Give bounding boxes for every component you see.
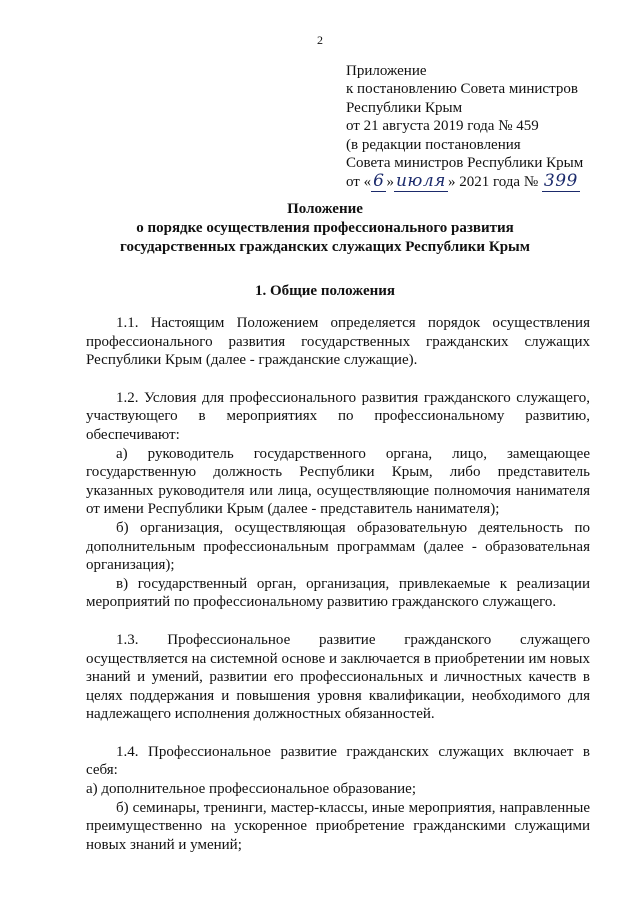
date-mid: » — [386, 174, 394, 191]
title-line: государственных гражданских служащих Республики Крым — [120, 239, 530, 255]
paragraph-1-2: 1.2. Условия для профессионального развития гражданского служащего, участвующего в мероприятиях по профессиональному развитию, обеспечивают: — [86, 389, 590, 443]
appendix-date-line — [346, 172, 616, 191]
appendix-line: от 21 августа 2019 года № 459 — [346, 118, 539, 135]
handwritten-number: 399 — [543, 171, 578, 192]
paragraph-1-2-b: б) организация, осуществляющая образовательную деятельность по дополнительным профессиональным программам (далее - образовательная организация); — [86, 519, 590, 574]
appendix-line: Приложение — [346, 63, 427, 79]
title-line: о порядке осуществления профессионального развития — [136, 220, 514, 236]
appendix-line: Республики Крым — [346, 99, 463, 116]
paragraph-1-4-b: б) семинары, тренинги, мастер-классы, иные мероприятия, направленные преимущественно на ускоренное приобретение гражданскими служащими новых знаний и умений; — [86, 799, 590, 853]
appendix-header — [346, 62, 616, 192]
paragraph-1-4: 1.4. Профессиональное развитие гражданских служащих включает в себя: — [86, 743, 590, 779]
handwritten-day: 6 — [373, 171, 385, 192]
appendix-line: (в редакции постановления — [346, 136, 521, 153]
title-line: Положение — [287, 201, 363, 217]
handwritten-month: июля — [395, 171, 446, 192]
paragraph-1-3: 1.3. Профессиональное развитие гражданского служащего осуществляется на системной основе и заключается в приобретении им новых знаний и умений, развитии его профессиональных и личностных качеств в целях поддержания и повышения уровня квалификации, необходимого для надлежащего исполнения должностных обязанностей. — [86, 631, 590, 723]
paragraph-1-4-a: а) дополнительное профессиональное образование; — [86, 781, 416, 798]
document-body — [86, 314, 590, 854]
document-title — [60, 200, 590, 257]
appendix-line: Совета министров Республики Крым — [346, 155, 584, 172]
date-year: » 2021 года № — [447, 174, 539, 191]
paragraph-1-2-c: в) государственный орган, организация, привлекаемые к реализации мероприятий по профессиональному развитию гражданского служащего. — [86, 575, 590, 611]
section-heading: 1. Общие положения — [254, 283, 396, 299]
paragraph-1-1: 1.1. Настоящим Положением определяется порядок осуществления профессионального развития государственных гражданских служащих Республики Крым (далее - гражданские служащие). — [86, 315, 590, 369]
date-prefix: от « — [346, 174, 372, 191]
paragraph-1-2-a: а) руководитель государственного органа, лицо, замещающее государственную должность Республики Крым, либо представитель указанных руководителя или лица, осуществляющие полномочия нанимателя от имени Республики Крым (далее - представитель нанимателя); — [86, 445, 590, 518]
page-number: 2 — [317, 33, 323, 47]
appendix-line: к постановлению Совета министров — [346, 81, 578, 98]
